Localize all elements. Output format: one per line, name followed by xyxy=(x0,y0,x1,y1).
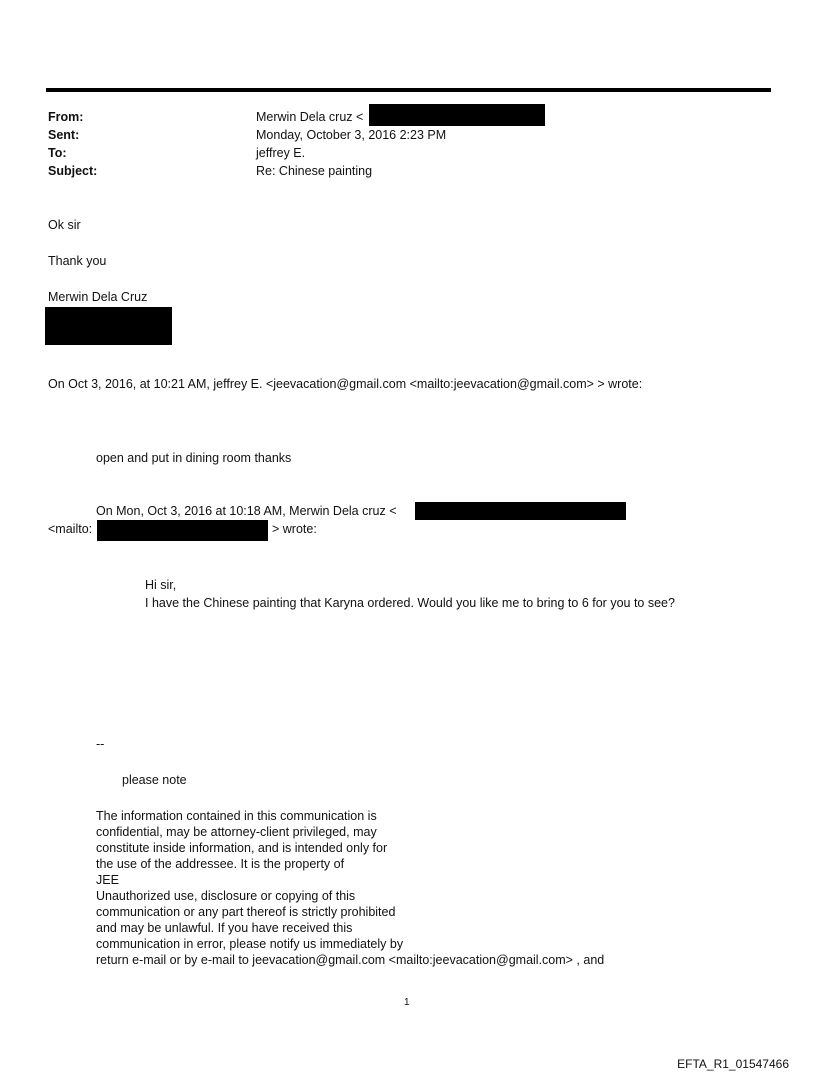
subject-value: Re: Chinese painting xyxy=(256,164,373,178)
quote2-text: I have the Chinese painting that Karyna ordered. Would you like me to bring to 6 for you to see? xyxy=(145,596,675,610)
disclaimer-line: return e-mail or by e-mail to jeevacation@gmail.com <mailto:jeevacation@gmail.com> , and xyxy=(96,953,605,967)
document-id: EFTA_R1_01547466 xyxy=(677,1057,789,1071)
quote1-text: open and put in dining room thanks xyxy=(96,451,292,465)
quote1-header: On Oct 3, 2016, at 10:21 AM, jeffrey E. <jeevacation@gmail.com <mailto:jeevacation@gmail.com> > wrote: xyxy=(48,377,643,391)
signature-dashes: -- xyxy=(96,737,105,751)
disclaimer-line: Unauthorized use, disclosure or copying of this xyxy=(96,889,356,903)
signature-name: Merwin Dela Cruz xyxy=(48,290,148,304)
quote2-header-prefix: <mailto: xyxy=(48,522,93,536)
disclaimer-line: the use of the addressee. It is the property of xyxy=(96,857,345,871)
disclaimer-line: confidential, may be attorney-client privileged, may xyxy=(96,825,377,839)
to-value: jeffrey E. xyxy=(256,146,306,160)
disclaimer-line: communication or any part thereof is strictly prohibited xyxy=(96,905,396,919)
disclaimer xyxy=(96,808,604,968)
reply-line-2: Thank you xyxy=(48,254,107,268)
disclaimer-line: constitute inside information, and is intended only for xyxy=(96,841,388,855)
quote2-greeting: Hi sir, xyxy=(145,578,177,592)
disclaimer-line: and may be unlawful. If you have received this xyxy=(96,921,353,935)
quote2-header-suffix: > wrote: xyxy=(272,522,317,536)
disclaimer-line: communication in error, please notify us immediately by xyxy=(96,937,404,951)
from-value: Merwin Dela cruz < xyxy=(256,110,364,124)
disclaimer-line: JEE xyxy=(96,873,119,887)
sent-label: Sent: xyxy=(48,128,80,142)
please-note: please note xyxy=(122,773,187,787)
subject-label: Subject: xyxy=(48,164,98,178)
redaction-box xyxy=(45,307,172,345)
sent-value: Monday, October 3, 2016 2:23 PM xyxy=(256,128,447,142)
redaction-box xyxy=(369,104,545,126)
from-label: From: xyxy=(48,110,84,124)
redaction-box xyxy=(97,520,268,541)
to-label: To: xyxy=(48,146,67,160)
reply-line-1: Ok sir xyxy=(48,218,81,232)
redaction-box xyxy=(415,502,626,520)
disclaimer-line: The information contained in this communication is xyxy=(96,809,377,823)
header-divider xyxy=(46,88,771,92)
quote2-header-line1: On Mon, Oct 3, 2016 at 10:18 AM, Merwin Dela cruz < xyxy=(96,504,397,518)
page-number: 1 xyxy=(404,997,410,1008)
